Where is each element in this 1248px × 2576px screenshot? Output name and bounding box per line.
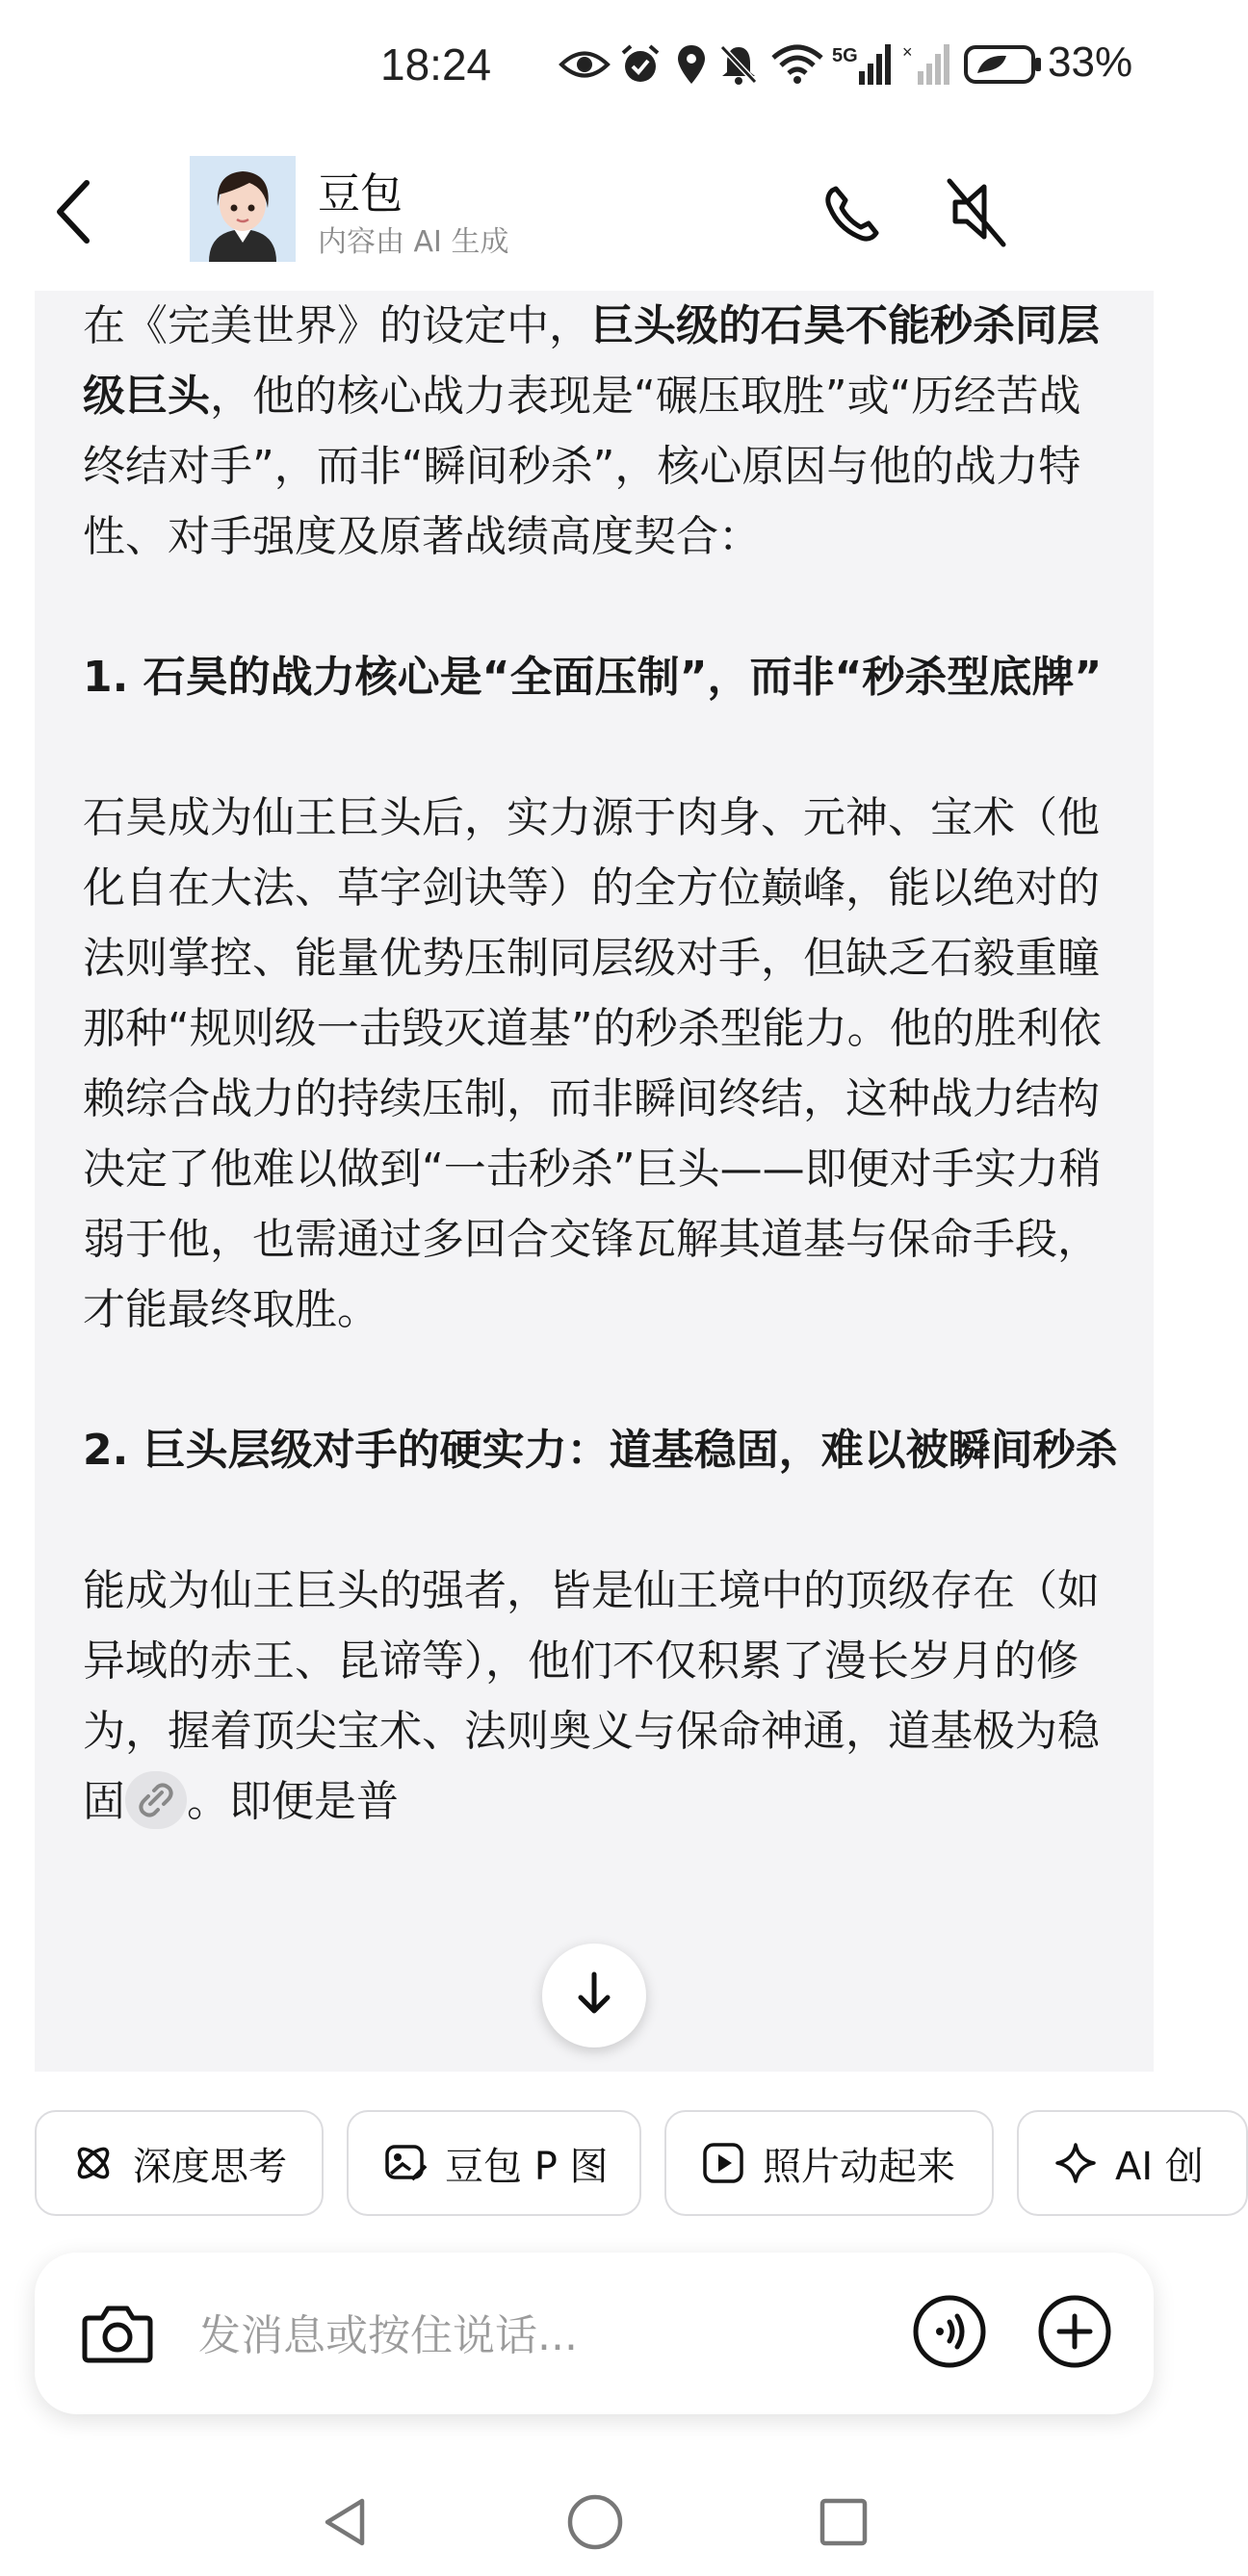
scroll-to-bottom-button[interactable] [542, 1944, 646, 2048]
nav-home-icon[interactable] [564, 2491, 626, 2553]
chip-animate-photo[interactable] [664, 2110, 994, 2216]
para2-text-b: 握着顶尖宝术、法则奥义与保命神通，道基极为稳固 [83, 1707, 1100, 1826]
message-input[interactable] [196, 2301, 874, 2370]
signal-no-sim-icon [900, 42, 952, 87]
chip-ai-create[interactable] [1017, 2110, 1248, 2216]
play-square-icon [701, 2141, 745, 2185]
message-input-bar [35, 2253, 1154, 2414]
mute-bell-icon [717, 42, 760, 87]
chip-label: AI 创 [1115, 2144, 1204, 2189]
voice-input-icon[interactable] [911, 2293, 988, 2370]
plus-icon[interactable] [1036, 2293, 1113, 2370]
battery-icon [963, 42, 1044, 87]
message-content [83, 291, 1119, 1837]
section-heading-1: 1. 石昊的战力核心是“全面压制”，而非“秒杀型底牌” [83, 653, 1103, 702]
section-paragraph-1: 石昊成为仙王巨头后，实力源于肉身、元神、宝术（他化自在大法、草字剑诀等）的全方位巅峰，能以绝对的法则掌控、能量优势压制同层级对手，但缺乏石毅重瞳那种“规则级一击毁灭道基”的秒杀型能力。他的胜利依赖综合战力的持续压制，而非瞬间终结，这种战力结构决定了他难以做到“一击秒杀”巨头——即便对手实力稍弱于他，也需通过多回合交锋瓦解其道基与保命手段，才能最终取胜。 [83, 793, 1102, 1334]
para2-text-c: 。即便是普 [187, 1777, 399, 1826]
alarm-icon [616, 42, 664, 87]
network-label: 5G [832, 45, 858, 66]
chip-label: 深度思考 [133, 2144, 287, 2189]
chip-image-edit[interactable] [347, 2110, 641, 2216]
image-edit-icon [383, 2141, 428, 2185]
chip-deep-thinking[interactable] [35, 2110, 324, 2216]
speaker-muted-icon[interactable] [944, 171, 1011, 252]
eye-icon [559, 42, 611, 87]
status-time: 18:24 [380, 39, 492, 90]
camera-icon[interactable] [77, 2293, 158, 2374]
para2-text-a: 能成为仙王巨头的强者，皆是仙王境中的顶级存在（如异域的赤王、昆谛等），他们不仅积累了漫长岁月的修为， [83, 1566, 1100, 1756]
section-heading-2: 2. 巨头层级对手的硬实力：道基稳固，难以被瞬间秒杀 [83, 1426, 1118, 1475]
intro-rest: ，他的核心战力表现是“碾压取胜”或“历经苦战终结对手”，而非“瞬间秒杀”，核心原因与他的战力特性、对手强度及原著战绩高度契合： [83, 372, 1081, 561]
intro-paragraph [83, 291, 1119, 572]
intro-bold: 巨头级的石昊不能秒杀同层级巨头 [83, 301, 1100, 421]
nav-recents-icon[interactable] [815, 2493, 872, 2551]
sparkle-icon [1053, 2141, 1098, 2185]
section-paragraph-2 [83, 1556, 1119, 1837]
reference-link-icon[interactable] [125, 1771, 187, 1829]
location-icon [672, 42, 711, 87]
phone-icon[interactable] [819, 173, 882, 250]
wifi-icon [770, 42, 824, 87]
back-arrow-icon[interactable] [48, 173, 102, 250]
atom-icon [71, 2141, 116, 2185]
nav-back-icon[interactable] [318, 2493, 376, 2551]
chat-header [0, 144, 1190, 289]
status-bar [0, 0, 1190, 135]
svg-text:×: × [902, 42, 913, 62]
signal-5g-icon [830, 42, 892, 87]
bot-message [35, 291, 1154, 2072]
intro-text: 在《完美世界》的设定中， [83, 301, 591, 350]
bot-name: 豆包 [318, 169, 403, 219]
chip-label: 豆包 P 图 [445, 2144, 609, 2189]
system-nav-bar [0, 2464, 1190, 2576]
avatar[interactable] [190, 156, 296, 262]
battery-percent: 33% [1048, 39, 1133, 86]
ai-generated-label: 内容由 AI 生成 [318, 225, 509, 259]
arrow-down-icon [571, 1969, 617, 2022]
quick-action-chips [0, 2110, 1204, 2222]
chip-label: 照片动起来 [763, 2144, 955, 2189]
